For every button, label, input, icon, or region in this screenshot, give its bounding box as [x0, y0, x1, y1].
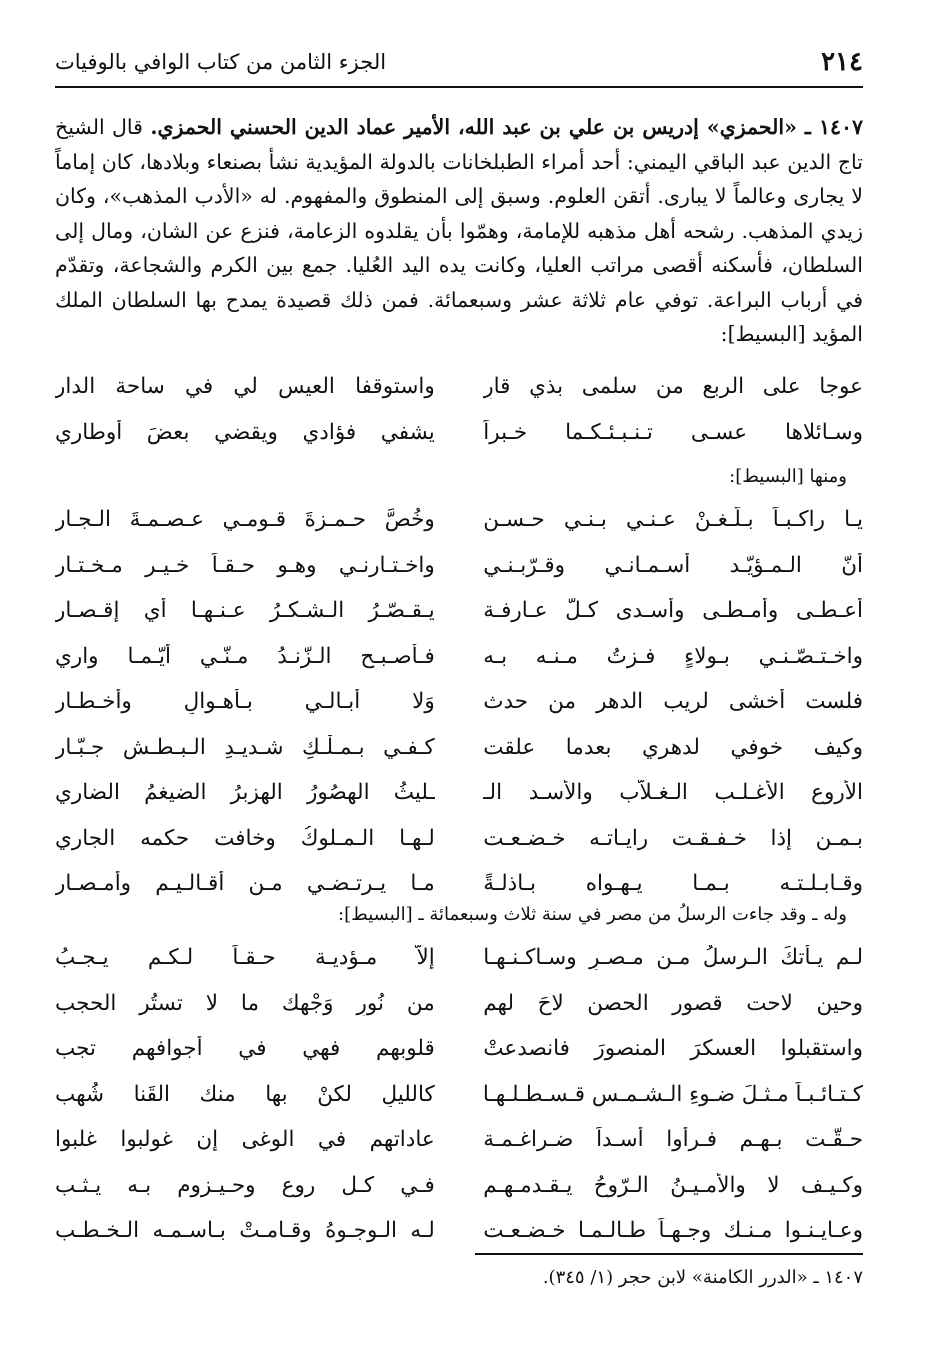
- verse-first-hemistich: وكـيـف لا والأمـيـنُ الـرّوحُ يـقـدمـهـم: [483, 1172, 863, 1198]
- verse: [55, 935, 863, 981]
- verse: [55, 981, 863, 1027]
- verse: [55, 1208, 863, 1254]
- verse: [55, 364, 863, 410]
- page-number: ٢١٤: [821, 47, 863, 77]
- verse-second-hemistich: قلوبهم فهي في أجوافهم تجب: [55, 1036, 435, 1062]
- verse-first-hemistich: بـمـن إذا خـفـقـت رايـاتـه خـضـعـت: [483, 825, 863, 851]
- verse-second-hemistich: عاداتهم في الوغى إن غولبوا غلبوا: [55, 1127, 435, 1153]
- verse-first-hemistich: لـم يـأتكَ الـرسلُ مـن مـصـرٍ وسـاكـنـهـا: [483, 945, 863, 971]
- verse: [55, 679, 863, 725]
- verse-first-hemistich: وحين لاحت قصور الحصن لاحَ لهم: [483, 990, 863, 1016]
- entry-heading: ١٤٠٧ ـ «الحمزي» إدريس بن علي بن عبد الله، الأمير عماد الدين الحسني الحمزي.: [150, 115, 863, 139]
- verse-first-hemistich: وقـابـلـتـه بـمـا يـهـواه بـاذلـةً: [483, 871, 863, 897]
- verse-second-hemistich: لـهـا الـمـلوكُ وخافت حكمه الجاري: [55, 825, 435, 851]
- biography-entry: [55, 110, 863, 352]
- verse-first-hemistich: فلست أخشى لريب الدهر من حدث: [483, 689, 863, 715]
- verse: [55, 816, 863, 862]
- verse: [55, 410, 863, 456]
- verse-second-hemistich: يشفي فؤادي ويقضي بعضَ أوطاري: [55, 419, 435, 445]
- poem-intro-3: وله ـ وقد جاءت الرسلُ من مصر في سنة ثلاث وسبعمائة ـ [البسيط]:: [338, 904, 847, 925]
- verse-second-hemistich: فـي كـل روعٍ وحـيـزوم بـه يـثـب: [55, 1172, 435, 1198]
- verse-second-hemistich: ـليثُ الهصُورُ الهزبرُ الضيغمُ الضاري: [55, 780, 435, 806]
- verse-first-hemistich: واخـتـصّـنـي بـولاءٍ فـزتُ مـنـه بـه: [483, 643, 863, 669]
- verse-second-hemistich: مـا يـرتـضـي مـن أقـالـيـم وأمـصـار: [55, 871, 435, 897]
- verse-second-hemistich: كالليلِ لكنْ بها منك القَنا شُهب: [55, 1081, 435, 1107]
- verse: [55, 634, 863, 680]
- verse-second-hemistich: إلاّ مـؤديـة حـقـاً لـكـم يـجـبُ: [55, 945, 435, 971]
- verse-second-hemistich: يـقـصّـرُ الـشـكـرُ عـنـهـا أي إقـصـار: [55, 598, 435, 624]
- verse: [55, 1117, 863, 1163]
- verse: [55, 770, 863, 816]
- entry-body: قال الشيخ تاج الدين عبد الباقي اليمني: أحد أمراء الطبلخانات بالدولة المؤيدية نشأ بصنعاء وبلادها، كان إماماً لا يجارى وعالماً لا يبارى. أتقن العلوم. وسبق إلى المنطوق والمفهوم. له «الأدب المذهب»، وكان زيدي المذهب. رشحه أهل مذهبه للإمامة، وهمّوا بأن يقلدوه الزعامة، فنزع عن الشان، ومال إلى السلطان، فأسكنه أقصى مراتب العليا، وكانت يده اليد العُليا. جمع بين الكرم والشجاعة، وتقدّم في أرباب البراعة. توفي عام ثلاثة عشر وسبعمائة. فمن ذلك قصيدة يمدح بها السلطان الملك المؤيد [البسيط]:: [55, 115, 863, 346]
- verse-first-hemistich: أنّ الـمـؤيّـد أسـمـانـي وقـرّبـنـي: [483, 552, 863, 578]
- verse-first-hemistich: واستقبلوا العسكرَ المنصورَ فانصدعتْ: [483, 1036, 863, 1062]
- verse-first-hemistich: الأروع الأغـلـب الـغـلاّب والأسـد الـ: [483, 780, 863, 806]
- verse-second-hemistich: واخـتـارنـي وهـو حـقـاً خـيـر مـخـتـار: [55, 552, 435, 578]
- verse-second-hemistich: وخُصَّ حـمـزةَ قـومـي عـصـمـةَ الـجـار: [55, 507, 435, 533]
- verse-second-hemistich: واستوقفا العيس لي في ساحة الدار: [55, 374, 435, 400]
- verse-second-hemistich: وَلا أُبـالـي بـأهـوالٍ وأخـطـار: [55, 689, 435, 715]
- verse-first-hemistich: يـا راكـبـاً بـلّـغـنْ عـنـي بـنـي حـسـن: [483, 507, 863, 533]
- footnote: ١٤٠٧ ـ «الدرر الكامنة» لابن حجر (١/ ٣٤٥).: [542, 1267, 863, 1288]
- running-title: الجزء الثامن من كتاب الوافي بالوفيات: [55, 50, 387, 74]
- poem-1: [55, 364, 863, 455]
- verse: [55, 588, 863, 634]
- verse-first-hemistich: وعـايـنـوا مـنـك وجـهـاً طـالـمـا خـضـعـت: [483, 1218, 863, 1244]
- verse-second-hemistich: من نُورِ وَجْهك ما لا تستُر الحجب: [55, 990, 435, 1016]
- poem-3: [55, 935, 863, 1254]
- poem-intro-2: ومنها [البسيط]:: [729, 466, 847, 487]
- footnote-divider: [475, 1253, 863, 1255]
- verse-first-hemistich: وسـائلاها عسـى تـنـبـئـكـما خـبراً: [483, 419, 863, 445]
- verse: [55, 725, 863, 771]
- verse-first-hemistich: عوجا على الربعِ من سلمى بذي قارِ: [483, 374, 863, 400]
- verse: [55, 497, 863, 543]
- verse-first-hemistich: أعـطـى وأمـطـى وأسـدى كـلَّ عـارفـة: [483, 598, 863, 624]
- verse: [55, 543, 863, 589]
- running-header: [55, 42, 863, 88]
- poem-2: [55, 497, 863, 907]
- verse-second-hemistich: فـأصـبـح الـزّنـدُ مـنّـي أيّـمـا واري: [55, 643, 435, 669]
- verse-first-hemistich: كـتـائـبـاً مـثـلَ ضـوءِ الـشـمـس قـسـطـلـهـا: [483, 1081, 863, 1107]
- verse-first-hemistich: وكيف خوفي لدهري بعدما علقت: [483, 734, 863, 760]
- verse-second-hemistich: لـه الـوجـوهُ وقـامـتْ بـاسـمـه الـخـطـب: [55, 1218, 435, 1244]
- verse-second-hemistich: كـفـي بـمـلْـكِ شـديـدِ الـبـطـشِ جـبّـار: [55, 734, 435, 760]
- verse: [55, 1072, 863, 1118]
- verse: [55, 1163, 863, 1209]
- verse: [55, 1026, 863, 1072]
- verse-first-hemistich: حـقّـت بـهـم فـرأوا أسـداً ضـراغـمـة: [483, 1127, 863, 1153]
